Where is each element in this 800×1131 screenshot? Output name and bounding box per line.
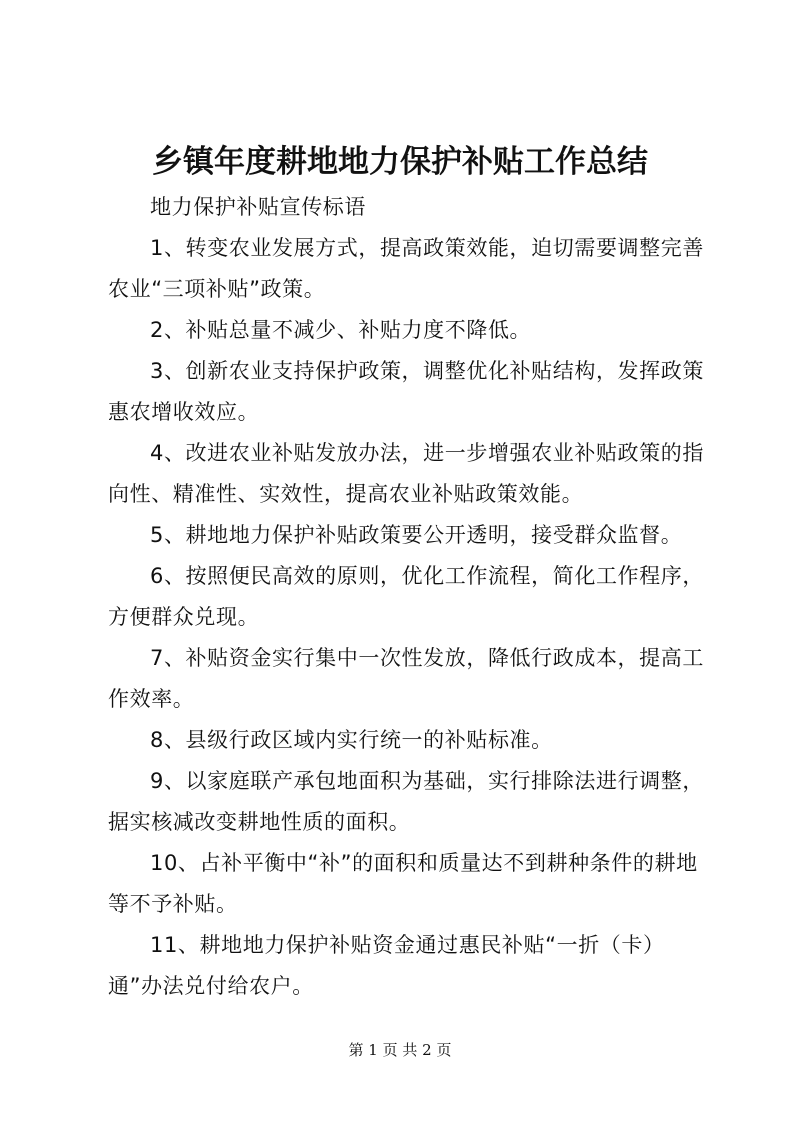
subtitle: 地力保护补贴宣传标语 [150, 195, 366, 219]
list-item: 4、改进农业补贴发放办法，进一步增强农业补贴政策的指向性、精准性、实效性，提高农业补贴政策效能。 [108, 441, 704, 506]
list-item: 8、县级行政区域内实行统一的补贴标准。 [150, 728, 553, 752]
list-item: 1、转变农业发展方式，提高政策效能，迫切需要调整完善农业“三项补贴”政策。 [108, 236, 704, 301]
list-item: 10、占补平衡中“补”的面积和质量达不到耕种条件的耕地等不予补贴。 [108, 851, 698, 916]
list-item: 2、补贴总量不减少、补贴力度不降低。 [150, 318, 532, 342]
page-footer [0, 1040, 800, 1060]
list-item: 7、补贴资金实行集中一次性发放，降低行政成本，提高工作效率。 [108, 646, 704, 711]
list-item: 5、耕地地力保护补贴政策要公开透明，接受群众监督。 [150, 523, 683, 547]
document-body [108, 187, 712, 1007]
document-title: 乡镇年度耕地地力保护补贴工作总结 [152, 144, 648, 180]
list-item: 9、以家庭联产承包地面积为基础，实行排除法进行调整，据实核减改变耕地性质的面积。 [108, 769, 704, 834]
page-number-label: 第 1 页 共 2 页 [348, 1041, 452, 1059]
list-item: 6、按照便民高效的原则，优化工作流程，简化工作程序，方便群众兑现。 [108, 564, 704, 629]
list-item: 3、创新农业支持保护政策，调整优化补贴结构，发挥政策惠农增收效应。 [108, 359, 704, 424]
list-item: 11、耕地地力保护补贴资金通过惠民补贴“一折（卡）通”办法兑付给农户。 [108, 933, 665, 998]
